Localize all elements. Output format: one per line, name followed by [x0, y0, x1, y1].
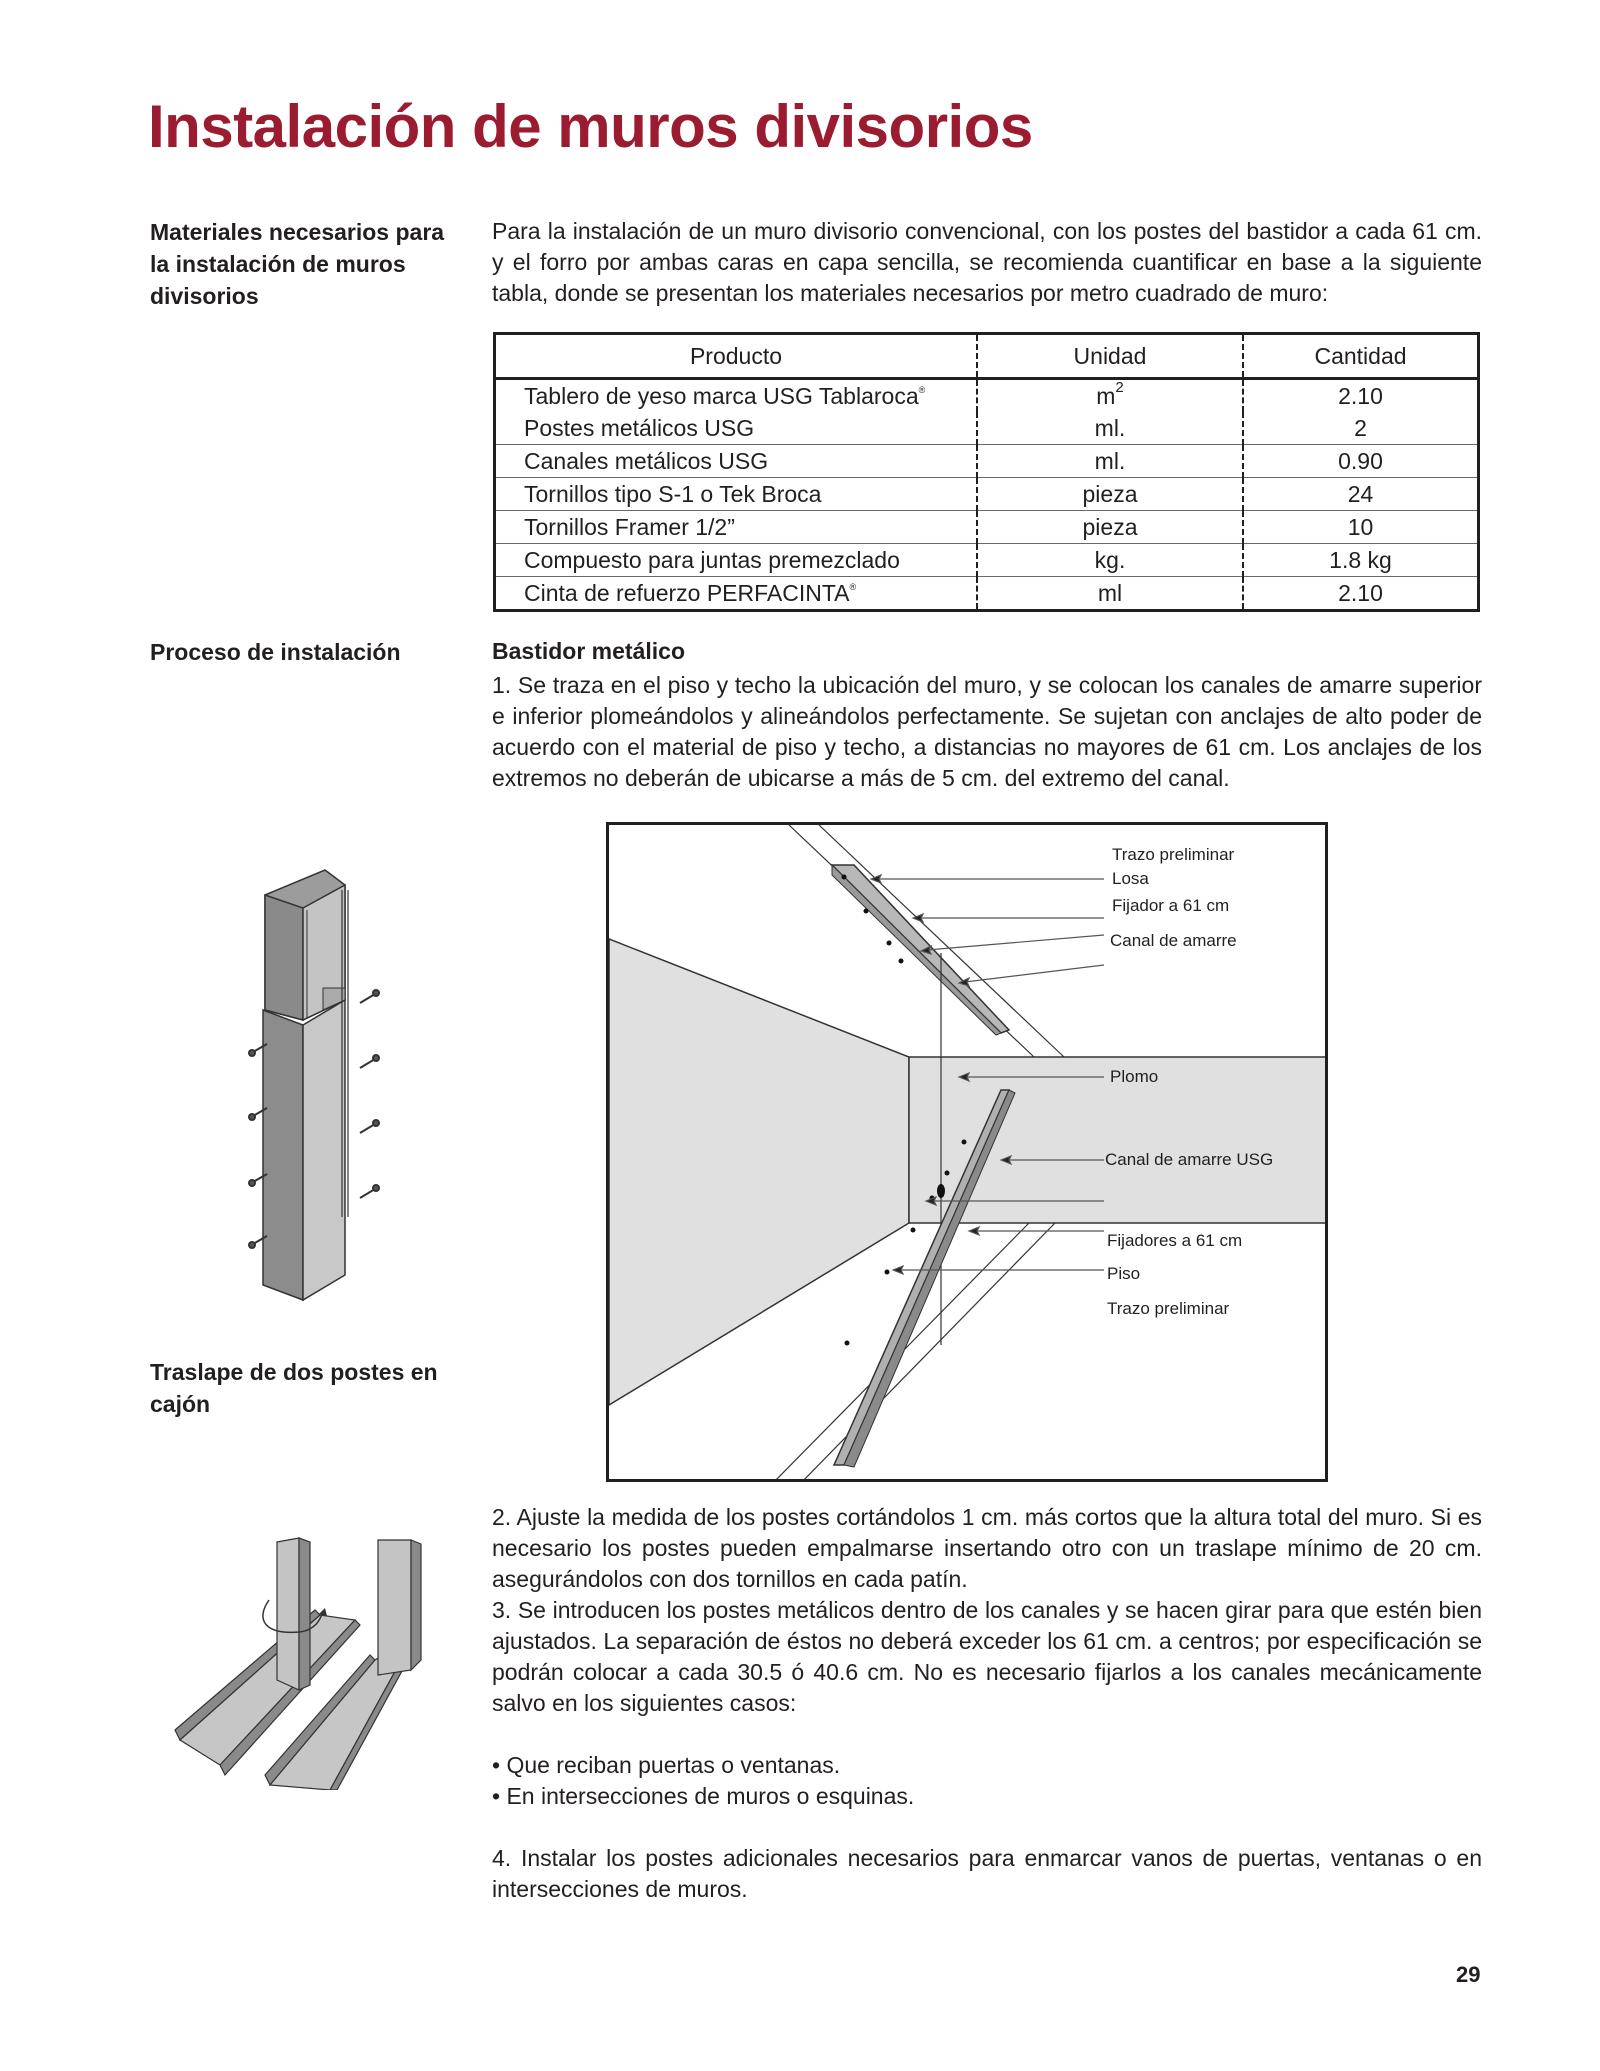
registered-mark: ®	[918, 384, 926, 395]
cell-cantidad: 1.8 kg	[1243, 544, 1479, 577]
table-row	[495, 511, 1479, 544]
studs-in-channels-illustration	[165, 1500, 425, 1790]
callout-fijador: Fijador a 61 cm	[1112, 896, 1230, 915]
unidad-superscript: 2	[1115, 378, 1124, 396]
cell-cantidad: 0.90	[1243, 445, 1479, 478]
callout-canal-de-amarre: Canal de amarre	[1110, 931, 1237, 950]
callout-trazo-preliminar-bottom: Trazo preliminar	[1107, 1299, 1230, 1318]
cell-unidad: pieza	[977, 478, 1243, 511]
cell-cantidad: 10	[1243, 511, 1479, 544]
cell-producto: Tornillos Framer 1/2”	[495, 511, 978, 544]
unidad-text: m	[1096, 382, 1116, 409]
callout-trazo-preliminar-top: Trazo preliminar	[1112, 845, 1235, 864]
step-2-text: 2. Ajuste la medida de los postes cortándolos 1 cm. más cortos que la altura total del muro. Si es necesario los postes pueden empalmarse insertando otro con un traslape mínimo de 20 cm. asegurándolos con dos tornillos en cada patín.	[492, 1504, 1482, 1592]
overlap-studs-illustration	[245, 860, 385, 1320]
intro-paragraph: Para la instalación de un muro divisorio convencional, con los postes del bastidor a cada 61 cm. y el forro por ambas caras en capa sencilla, se recomienda cuantificar en base a la siguiente tabla, donde se presentan los materiales necesarios por metro cuadrado de muro:	[492, 218, 1482, 306]
callout-piso: Piso	[1107, 1264, 1141, 1283]
page-title: Instalación de muros divisorios	[148, 93, 1033, 160]
header-cantidad: Cantidad	[1243, 334, 1479, 379]
page-number: 29	[1456, 1962, 1481, 1987]
cell-unidad: pieza	[977, 511, 1243, 544]
table-row	[495, 478, 1479, 511]
bullet-item: • Que reciban puertas o ventanas.	[492, 1752, 841, 1778]
materials-intro	[492, 216, 1482, 309]
cell-cantidad: 2.10	[1243, 379, 1479, 413]
materials-side-label: Materiales necesarios para la instalación de muros divisorios	[150, 219, 445, 309]
cell-cantidad: 24	[1243, 478, 1479, 511]
cell-producto	[495, 379, 978, 413]
cell-cantidad: 2.10	[1243, 577, 1479, 611]
table-header-row	[495, 334, 1479, 379]
table-row	[495, 577, 1479, 611]
cell-producto: Canales metálicos USG	[495, 445, 978, 478]
cell-unidad: ml.	[977, 412, 1243, 445]
cell-producto: Postes metálicos USG	[524, 414, 755, 441]
steps-2-to-4	[492, 1502, 1482, 1905]
cell-unidad: kg.	[977, 544, 1243, 577]
cell-producto: Tornillos tipo S-1 o Tek Broca	[495, 478, 978, 511]
registered-mark: ®	[849, 581, 857, 592]
table-row	[495, 544, 1479, 577]
step-3-text: 3. Se introducen los postes metálicos dentro de los canales y se hacen girar para que estén bien ajustados. La separación de éstos no deberá exceder los 61 cm. a centros; por especificación se podrán colocar a cada 30.5 ó 40.6 cm. No es necesario fijarlos a los canales mecánicamente salvo en los siguientes casos:	[492, 1597, 1482, 1716]
producto-text: Cinta de refuerzo PERFACINTA	[524, 579, 850, 606]
table-row	[495, 445, 1479, 478]
step-1	[492, 670, 1482, 794]
table-row	[495, 412, 1479, 445]
header-unidad: Unidad	[977, 334, 1243, 379]
cell-producto: Compuesto para juntas premezclado	[495, 544, 978, 577]
callout-losa: Losa	[1112, 869, 1149, 888]
spacer	[492, 1719, 1482, 1750]
callout-plomo: Plomo	[1110, 1067, 1159, 1086]
cell-producto	[495, 577, 978, 611]
callout-canal-de-amarre-usg: Canal de amarre USG	[1105, 1150, 1274, 1169]
overlap-side-label: Traslape de dos postes en cajón	[150, 1359, 438, 1417]
section-heading-bastidor: Bastidor metálico	[492, 638, 685, 664]
bullet-item: • En intersecciones de muros o esquinas.	[492, 1783, 915, 1809]
spacer	[492, 1812, 1482, 1843]
producto-text: Tablero de yeso marca USG Tablaroca	[524, 382, 919, 409]
cell-unidad	[977, 379, 1243, 413]
callout-fijadores: Fijadores a 61 cm	[1107, 1231, 1243, 1250]
stud-rotation-icon	[165, 1500, 425, 1790]
table-row	[495, 379, 1479, 413]
cell-cantidad: 2	[1243, 412, 1479, 445]
process-side-label: Proceso de instalación	[150, 639, 401, 665]
wall-framing-diagram	[606, 822, 1328, 1482]
stud-box-icon	[245, 860, 385, 1320]
step-1-text: 1. Se traza en el piso y techo la ubicación del muro, y se colocan los canales de amarre superior e inferior plomeándolos y alineándolos perfectamente. Se sujetan con anclajes de alto poder de acuerdo con el material de piso y techo, a distancias no mayores de 61 cm. Los anclajes de los extremos no deberán de ubicarse a más de 5 cm. del extremo del canal.	[492, 672, 1482, 791]
step-4-text: 4. Instalar los postes adicionales necesarios para enmarcar vanos de puertas, ventanas o en intersecciones de muros.	[492, 1845, 1482, 1902]
cell-unidad: ml.	[977, 445, 1243, 478]
materials-table	[493, 332, 1480, 612]
header-producto: Producto	[495, 334, 978, 379]
cell-unidad: ml	[977, 577, 1243, 611]
